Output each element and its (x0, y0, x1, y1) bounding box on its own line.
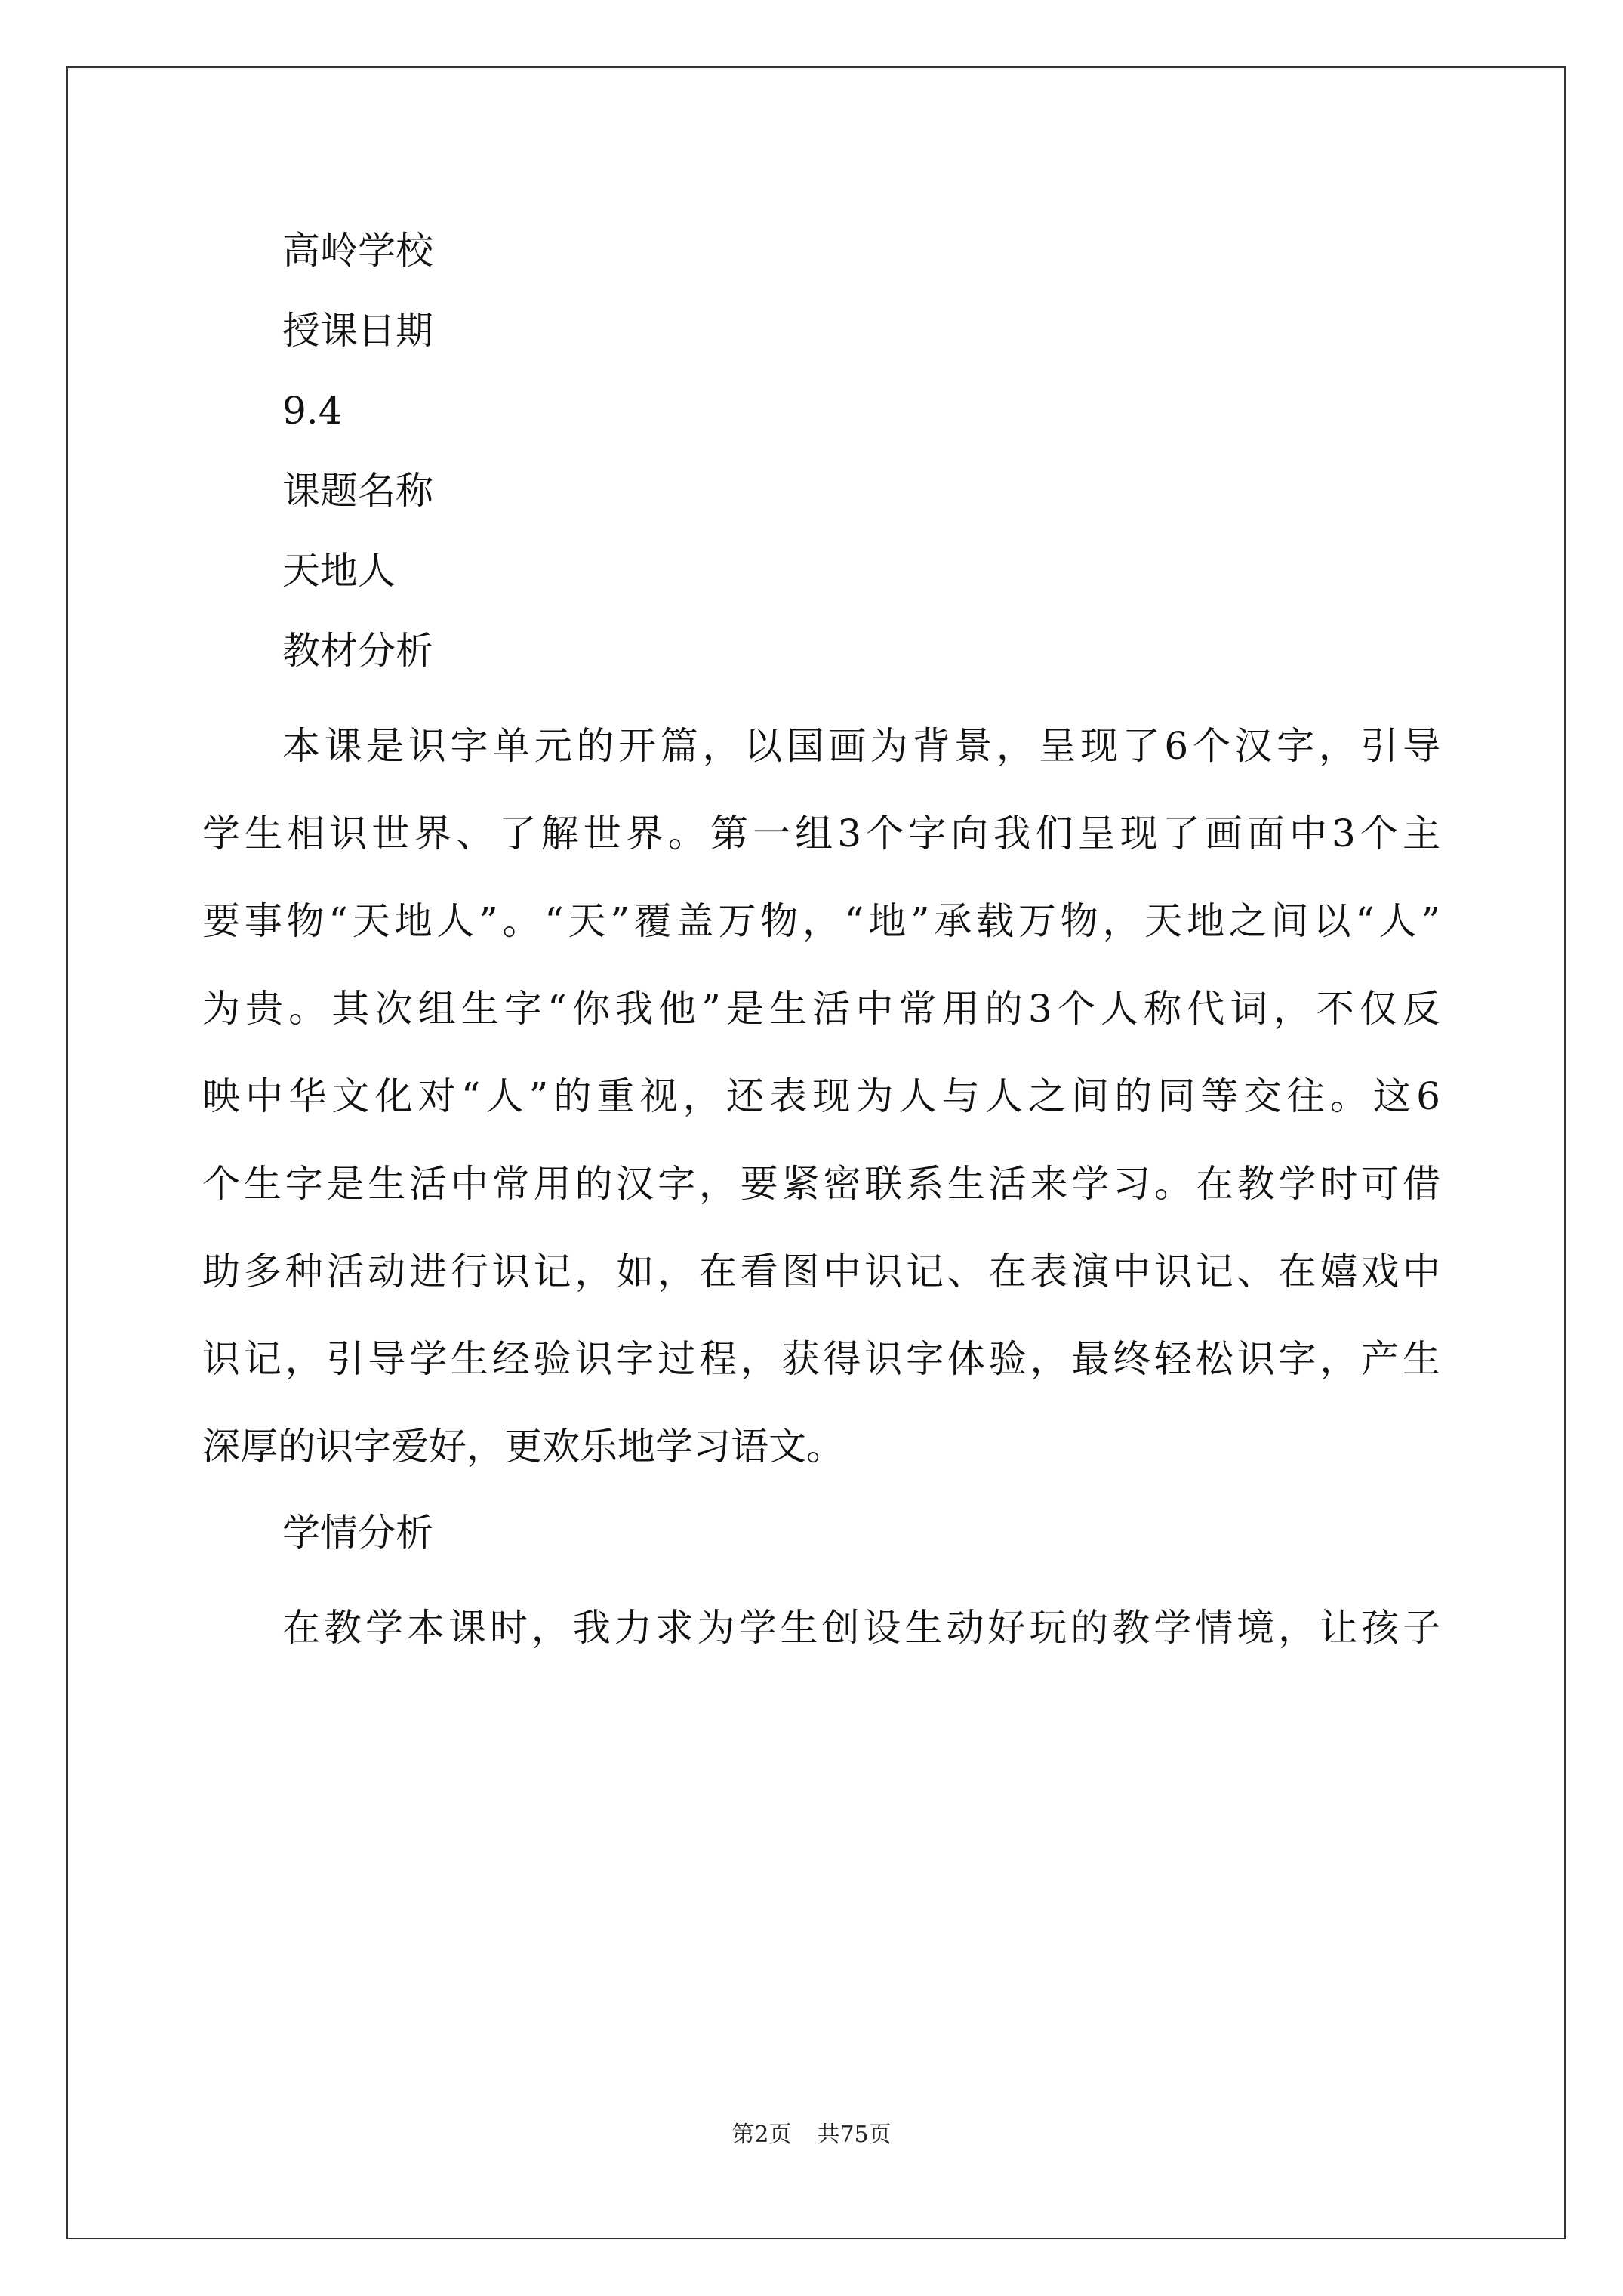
paragraph-line: 要事物“天地人”。“天”覆盖万物，“地”承载万物，天地之间以“人” (202, 899, 1440, 943)
field-value-topic: 天地人 (282, 549, 396, 593)
paragraph-line: 本课是识字单元的开篇，以国画为背景，呈现了6个汉字，引导 (282, 724, 1440, 768)
field-label-topic: 课题名称 (282, 469, 433, 513)
school-name: 高岭学校 (282, 229, 433, 273)
paragraph-line: 学生相识世界、了解世界。第一组3个字向我们呈现了画面中3个主 (202, 812, 1440, 855)
paragraph-line: 识记，引导学生经验识字过程，获得识字体验，最终轻松识字，产生 (202, 1337, 1440, 1381)
field-label-date: 授课日期 (282, 309, 433, 353)
paragraph-line: 在教学本课时，我力求为学生创设生动好玩的教学情境，让孩子 (282, 1606, 1440, 1650)
page-number: 第2页 (731, 2122, 792, 2148)
section-heading-students: 学情分析 (282, 1511, 433, 1555)
paragraph-line: 为贵。其次组生字“你我他”是生活中常用的3个人称代词，不仅反 (202, 987, 1440, 1031)
paragraph-line: 映中华文化对“人”的重视，还表现为人与人之间的同等交往。这6 (202, 1074, 1440, 1118)
paragraph-line: 个生字是生活中常用的汉字，要紧密联系生活来学习。在教学时可借 (202, 1162, 1440, 1206)
field-value-date: 9.4 (282, 389, 343, 433)
section-heading-material: 教材分析 (282, 629, 433, 673)
paragraph-line: 深厚的识字爱好，更欢乐地学习语文。 (202, 1425, 844, 1469)
paragraph-line: 助多种活动进行识记，如，在看图中识记、在表演中识记、在嬉戏中 (202, 1250, 1440, 1293)
page-total: 共75页 (817, 2122, 892, 2148)
page-footer (0, 2120, 1623, 2150)
